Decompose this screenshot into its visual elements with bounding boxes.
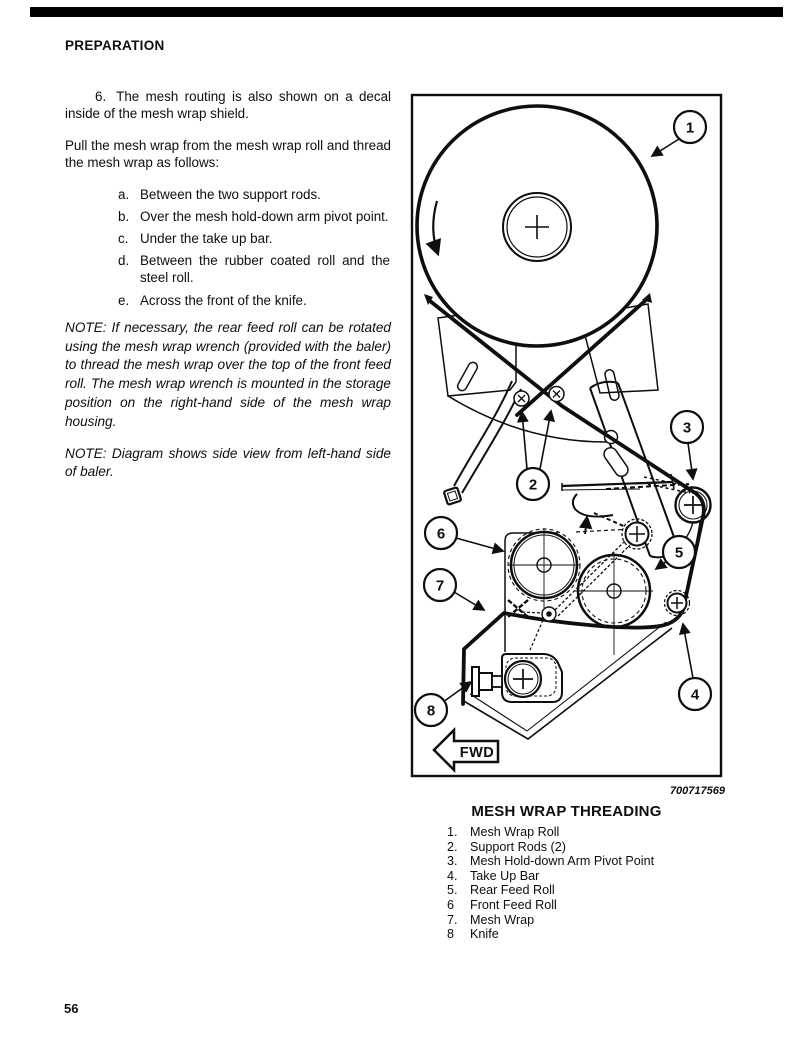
legend-item [447, 869, 654, 884]
legend-item [447, 840, 654, 855]
legend-item [447, 825, 654, 840]
list-item-label: c. [118, 231, 129, 247]
list-item [118, 208, 391, 225]
threading-steps-list [118, 186, 391, 309]
list-item [118, 186, 391, 203]
list-item-label: d. [118, 253, 130, 269]
legend-item-label: Front Feed Roll [470, 897, 557, 912]
list-item [118, 292, 391, 309]
figure-legend [447, 825, 654, 942]
legend-item-number: 4. [447, 868, 458, 883]
legend-item [447, 883, 654, 898]
legend-item [447, 913, 654, 928]
step-text: The mesh routing is also shown on a decal inside of the mesh wrap shield. [65, 89, 391, 122]
list-item [118, 230, 391, 247]
list-item-text: Between the rubber coated roll and the steel roll. [140, 253, 390, 286]
list-item-label: b. [118, 208, 130, 224]
header-rule [30, 7, 783, 17]
note-paragraph: NOTE: Diagram shows side view from left-hand side of baler. [65, 445, 391, 480]
body-text-column [65, 88, 391, 495]
legend-item-number: 2. [447, 839, 458, 854]
legend-item-number: 8 [447, 927, 455, 942]
page-number: 56 [64, 1001, 79, 1016]
figure-caption: MESH WRAP THREADING [471, 803, 662, 820]
legend-item-label: Rear Feed Roll [470, 883, 555, 898]
svg-text:3: 3 [682, 419, 692, 437]
list-item-text: Between the two support rods. [140, 186, 321, 202]
step-paragraph [65, 88, 391, 123]
svg-text:5: 5 [674, 544, 684, 562]
legend-item-label: Knife [470, 927, 499, 942]
legend-item-label: Take Up Bar [470, 868, 540, 883]
svg-text:7: 7 [435, 577, 445, 595]
legend-item [447, 854, 654, 869]
fwd-label: FWD [459, 745, 495, 761]
list-item-label: a. [118, 186, 130, 202]
svg-text:4: 4 [690, 686, 700, 704]
legend-item-number: 6 [447, 897, 455, 912]
legend-item-number: 5. [447, 883, 458, 898]
list-item-label: e. [118, 292, 130, 308]
list-item-text: Over the mesh hold-down arm pivot point. [140, 208, 389, 224]
legend-item [447, 898, 654, 913]
mesh-wrap-threading-diagram [410, 93, 723, 778]
mesh-wrap-roll [417, 106, 657, 346]
intro-paragraph: Pull the mesh wrap from the mesh wrap roll and thread the mesh wrap as follows: [65, 137, 391, 171]
diagram-svg [410, 93, 723, 778]
legend-item-label: Mesh Wrap Roll [470, 825, 560, 839]
legend-item [447, 927, 654, 942]
legend-item-number: 3. [447, 854, 458, 869]
step-number: 6. [95, 89, 107, 104]
note-paragraph: NOTE: If necessary, the rear feed roll can be rotated using the mesh wrap wrench (provided with the baler) to thread the mesh wrap over the top of the front feed roll. The mesh wrap wrench is mounted in the storage position on the right-hand side of the mesh wrap housing. [65, 319, 391, 429]
svg-text:8: 8 [426, 702, 436, 720]
list-item-text: Across the front of the knife. [140, 292, 307, 308]
legend-item-label: Support Rods (2) [470, 839, 566, 854]
legend-item-number: 7. [447, 912, 458, 927]
legend-item-label: Mesh Hold-down Arm Pivot Point [470, 854, 655, 869]
legend-item-number: 1. [447, 825, 458, 839]
list-item-text: Under the take up bar. [140, 231, 273, 247]
figure-part-number: 700717569 [669, 785, 725, 797]
legend-item-label: Mesh Wrap [470, 912, 535, 927]
svg-text:2: 2 [528, 476, 538, 494]
list-item [118, 252, 391, 286]
page-title: PREPARATION [65, 38, 165, 53]
svg-text:6: 6 [436, 525, 446, 543]
svg-text:1: 1 [685, 119, 695, 137]
